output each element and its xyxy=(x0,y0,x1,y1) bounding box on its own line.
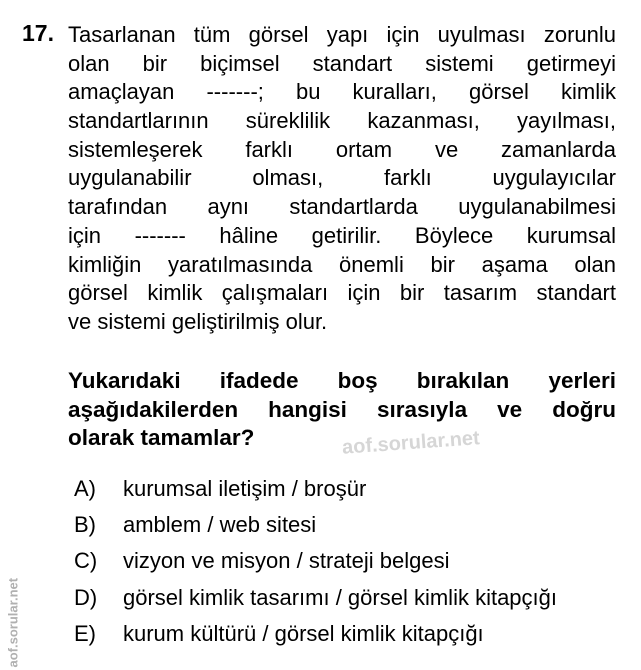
option-text: kurumsal iletişim / broşür xyxy=(123,476,367,501)
paragraph-line: sistemleşerek farklı ortam ve zamanlarda xyxy=(68,136,616,162)
watermark: aof.sorular.net xyxy=(341,427,481,459)
option-c[interactable] xyxy=(74,548,557,584)
option-d[interactable] xyxy=(74,585,557,621)
question-number: 17. xyxy=(22,20,54,46)
option-letter: B) xyxy=(74,512,96,538)
question-paragraph xyxy=(68,21,616,337)
prompt-line: aşağıdakilerden hangisi sırasıyla ve doğru xyxy=(68,396,616,422)
paragraph-line: amaçlayan -------; bu kuralları, görsel kimlik xyxy=(68,79,616,105)
option-text: vizyon ve misyon / strateji belgesi xyxy=(123,548,450,574)
option-b[interactable] xyxy=(74,512,557,548)
paragraph-line: için ------- hâline getirilir. Böylece kurumsal xyxy=(68,222,616,248)
paragraph-line: uygulanabilir olması, farklı uygulayıcılar xyxy=(68,165,616,191)
option-e[interactable] xyxy=(74,621,557,657)
prompt-line: olarak tamamlar? xyxy=(68,425,255,451)
paragraph-line: tarafından aynı standartlarda uygulanabilmesi xyxy=(68,194,616,220)
option-letter: D) xyxy=(74,584,98,610)
paragraph-line: standartlarının süreklilik kazanması, yayılması, xyxy=(68,108,616,134)
paragraph-line: Tasarlanan tüm görsel yapı için uyulması zorunlu xyxy=(68,22,616,47)
paragraph-line: olan bir biçimsel standart sistemi getirmeyi xyxy=(68,50,616,76)
option-text: kurum kültürü / görsel kimlik kitapçığı xyxy=(123,620,484,646)
answer-options xyxy=(74,476,557,657)
paragraph-line: kimliğin yaratılmasında önemli bir aşama olan xyxy=(68,251,616,277)
option-text: amblem / web sitesi xyxy=(123,512,317,538)
option-letter: E) xyxy=(74,620,96,646)
option-a[interactable] xyxy=(74,476,557,512)
paragraph-line: görsel kimlik çalışmaları için bir tasarım standart xyxy=(68,280,616,306)
side-watermark: aof.sorular.net xyxy=(5,577,21,668)
paragraph-line: ve sistemi geliştirilmiş olur. xyxy=(68,308,328,334)
option-letter: A) xyxy=(74,476,96,501)
option-letter: C) xyxy=(74,548,98,574)
prompt-line: Yukarıdaki ifadede boş bırakılan yerleri xyxy=(68,368,616,393)
option-text: görsel kimlik tasarımı / görsel kimlik kitapçığı xyxy=(123,584,557,610)
